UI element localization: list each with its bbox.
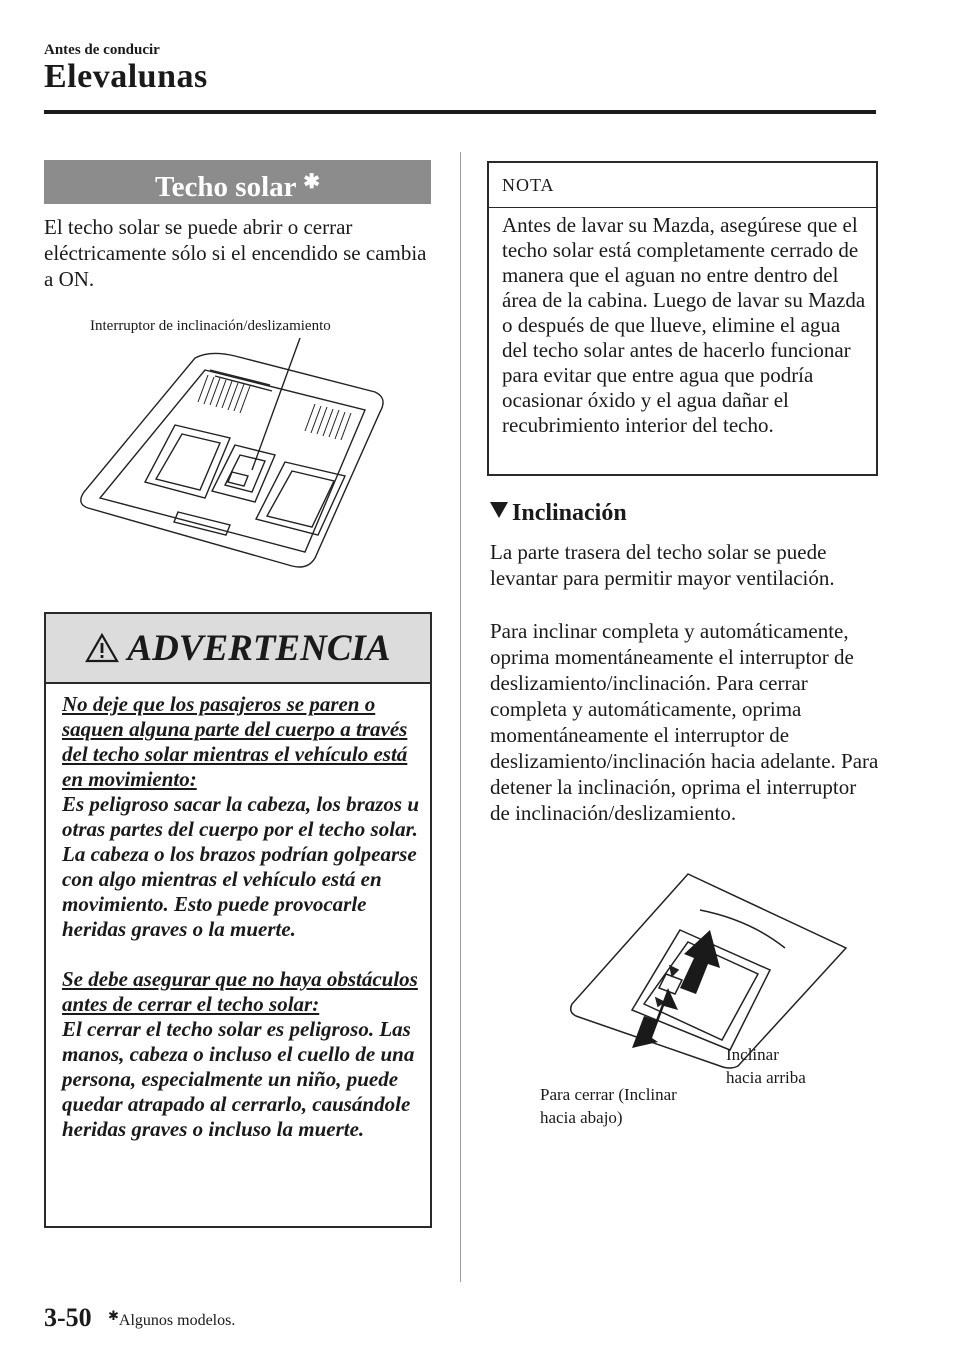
- warning-header: [46, 614, 430, 684]
- note-box: [487, 161, 878, 476]
- warning-block2-text: El cerrar el techo solar es peligroso. Las manos, cabeza o incluso el cuello de una persona, especialmente un niño, puede quedar atrapado al cerrarlo, causándole heridas graves o incluso la muerte.: [62, 1017, 415, 1141]
- warning-body: [62, 692, 422, 1142]
- tilt-paragraph-1: La parte trasera del techo solar se puede levantar para permitir mayor ventilación.: [490, 540, 835, 590]
- warning-box: [44, 612, 432, 1228]
- warning-block2-heading: Se debe asegurar que no haya obstáculos antes de cerrar el techo solar:: [62, 967, 418, 1016]
- column-divider: [460, 152, 461, 1282]
- note-title: NOTA: [489, 163, 876, 208]
- tilt-up-label-line2: hacia arriba: [726, 1068, 806, 1087]
- tilt-paragraph-2: Para inclinar completa y automáticamente, oprima momentáneamente el interruptor de deslizamiento/inclinación. Para cerrar completa y automáticamente, oprima momentáneamente el interruptor de deslizamiento/inclinación hacia adelante. Para detener la inclinación, oprima el interruptor de inclinación/deslizamiento.: [490, 619, 879, 825]
- overhead-console-illustration: [60, 330, 410, 600]
- footnote-text: Algunos modelos.: [118, 1312, 236, 1329]
- chapter-rule: [44, 110, 876, 114]
- tilt-up-label-line1: Inclinar: [726, 1045, 779, 1064]
- sunroof-banner: [44, 160, 431, 204]
- warning-block1-text: Es peligroso sacar la cabeza, los brazos u otras partes del cuerpo por el techo solar. La cabeza o los brazos podrían golpearse con algo mientras el vehículo está en movimiento. Esto puede provocarle heridas graves o la muerte.: [62, 792, 420, 941]
- chapter-title: Elevalunas: [44, 58, 208, 95]
- callout-leader-line: [252, 338, 300, 470]
- warning-block1-heading: No deje que los pasajeros se paren o saquen alguna parte del cuerpo a través del techo solar mientras el vehículo está en movimiento:: [62, 692, 408, 791]
- switch-figure-label: Interruptor de inclinación/deslizamiento: [90, 318, 331, 334]
- tilt-slide-switch: [212, 445, 275, 502]
- close-label-line1: Para cerrar (Inclinar: [540, 1085, 677, 1104]
- sunroof-title: Techo solar: [154, 171, 296, 203]
- note-text: Antes de lavar su Mazda, asegúrese que el techo solar está completamente cerrado de manera que el aguan no entre dentro del área de la cabina. Luego de lavar su Mazda o después de que llueve, elimine el agua del techo solar antes de hacerlo funcionar para evitar que entre agua que podría ocasionar óxido y el agua dañar el recubrimiento interior del techo.: [502, 213, 866, 437]
- tilt-heading-text: Inclinación: [512, 500, 627, 526]
- warning-triangle-icon: [85, 633, 119, 663]
- section-label: Antes de conducir: [44, 42, 160, 58]
- close-label-line2: hacia abajo): [540, 1108, 623, 1127]
- tilt-up-arrow-icon: [680, 930, 720, 994]
- optional-mark-icon: ✱: [303, 171, 320, 193]
- triangle-bullet-icon: [490, 502, 508, 518]
- footnote: [108, 1308, 235, 1330]
- page-number: 3-50: [44, 1303, 92, 1332]
- switch-panel: [571, 874, 846, 1068]
- console-panel: [81, 353, 383, 567]
- warning-title: ADVERTENCIA: [127, 627, 391, 669]
- tilt-switch-illustration: [560, 870, 850, 1070]
- optional-mark-icon: ✱: [108, 1308, 119, 1323]
- sunroof-intro: El techo solar se puede abrir o cerrar eléctricamente sólo si el encendido se cambia a ON.: [44, 215, 427, 291]
- tilt-heading: [490, 500, 627, 527]
